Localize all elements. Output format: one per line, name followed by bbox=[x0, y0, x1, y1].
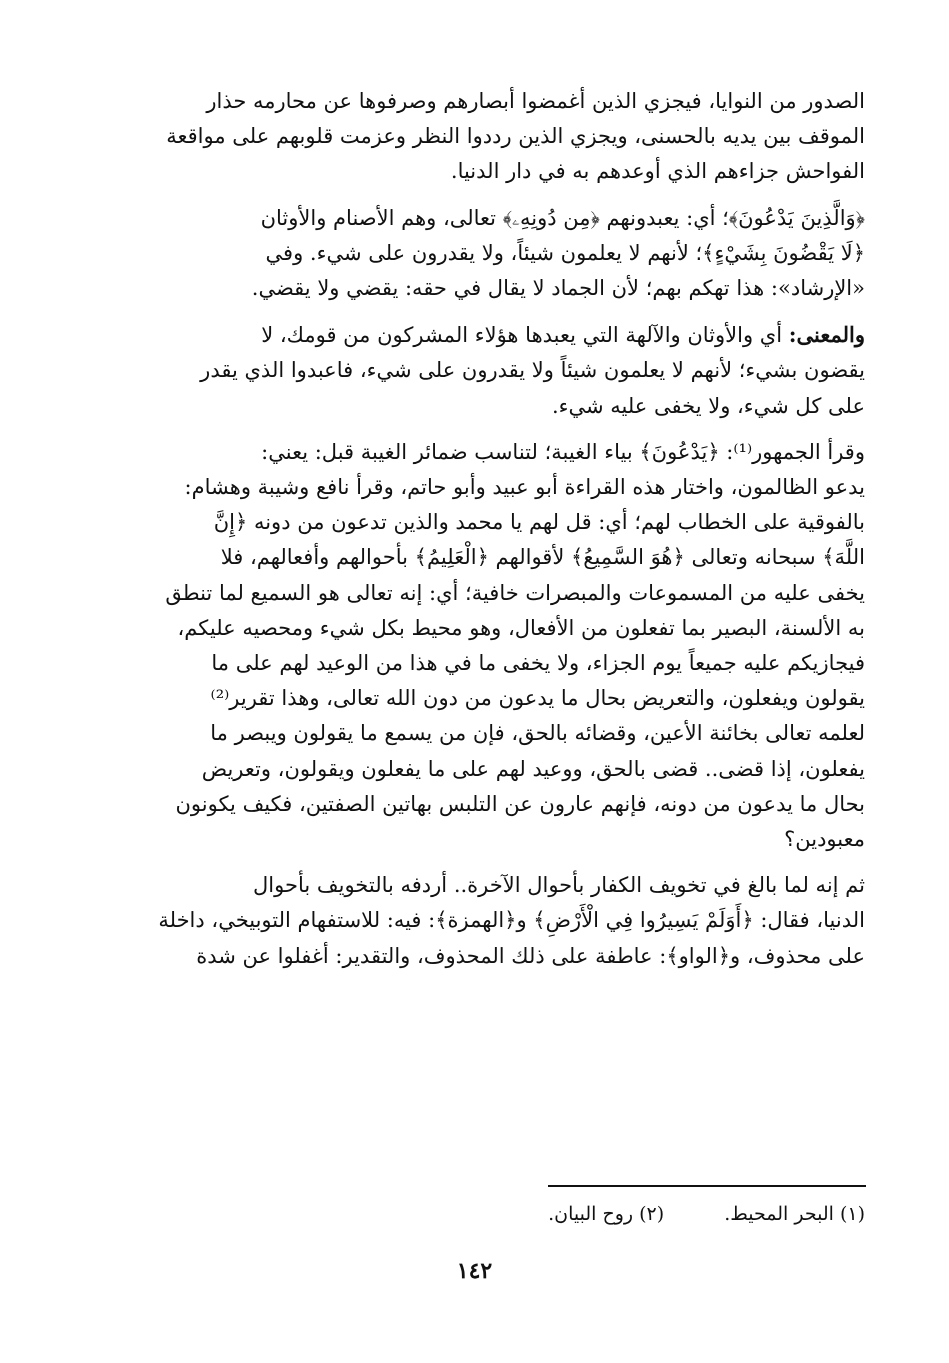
text-line: الصدور من النوايا، فيجزي الذين أغمضوا أبصارهم وصرفوها عن محارمه حذار bbox=[206, 89, 865, 113]
paragraph-2 bbox=[95, 201, 865, 307]
text-line: الدنيا، فقال: ﴿أَوَلَمْ يَسِيرُوا فِي الْأَرْضِ﴾ و﴿الهمزة﴾: فيه: للاستفهام التوبيخي، داخلة bbox=[158, 908, 865, 933]
footnote-2: (٢) روح البيان. bbox=[548, 1203, 665, 1225]
text-line: «الإرشاد»: هذا تهكم بهم؛ لأن الجماد لا يقال في حقه: يقضي ولا يقضي. bbox=[251, 276, 865, 301]
text-line: يقضون بشيء؛ لأنهم لا يعلمون شيئاً ولا يقدرون على شيء، فاعبدوا الذي يقدر bbox=[200, 358, 865, 383]
text-line: يقولون ويفعلون، والتعريض بحال ما يدعون من دون الله تعالى، وهذا تقرير⁽²⁾ bbox=[210, 686, 865, 711]
text-line: ثم إنه لما بالغ في تخويف الكفار بأحوال الآخرة.. أردفه بالتخويف بأحوال bbox=[253, 873, 865, 898]
footnotes bbox=[305, 1200, 865, 1228]
text-line: بالفوقية على الخطاب لهم؛ أي: قل لهم يا محمد والذين تدعون من دونه ﴿إِنَّ bbox=[213, 510, 865, 535]
text-line: وقرأ الجمهور⁽¹⁾: ﴿يَدْعُونَ﴾ بياء الغيبة؛ لتناسب ضمائر الغيبة قبل: يعني: bbox=[261, 439, 865, 464]
text-line: ﴿لَا يَقْضُونَ بِشَيْءٍ﴾؛ لأنهم لا يعلمون شيئاً، ولا يقدرون على شيء. وفي bbox=[265, 240, 865, 265]
footnote-divider bbox=[548, 1185, 866, 1187]
footnote-1: (١) البحر المحيط. bbox=[724, 1203, 865, 1225]
paragraph-3 bbox=[95, 317, 865, 424]
page-body bbox=[95, 84, 865, 974]
text-line: ﴿وَالَّذِينَ يَدْعُونَ﴾؛ أي: يعبدونهم ﴿مِن دُونِهِۦ﴾ تعالى، وهم الأصنام والأوثان bbox=[260, 205, 865, 230]
text-line bbox=[95, 317, 865, 353]
text-line-rest: أي والأوثان والآلهة التي يعبدها هؤلاء المشركون من قومك، لا bbox=[261, 323, 789, 348]
text-line: بحال ما يدعون من دونه، فإنهم عارون عن التلبس بهاتين الصفتين، فكيف يكونون bbox=[175, 791, 865, 816]
text-line: يخفى عليه من المسموعات والمبصرات خافية؛ أي: إنه تعالى هو السميع لما تنطق bbox=[165, 580, 865, 605]
text-line: فيجازيكم عليه جميعاً يوم الجزاء، ولا يخفى ما في هذا من الوعيد لهم على ما bbox=[211, 651, 865, 676]
paragraph-5 bbox=[95, 868, 865, 974]
paragraph-lead: والمعنى: bbox=[788, 322, 865, 348]
text-line: معبودين؟ bbox=[784, 827, 865, 852]
text-line: يدعو الظالمون، واختار هذه القراءة أبو عبيد وأبو حاتم، وقرأ نافع وشيبة وهشام: bbox=[184, 475, 865, 500]
text-line: اللَّهَ﴾ سبحانه وتعالى ﴿هُوَ السَّمِيعُ﴾ لأقوالهم ﴿الْعَلِيمُ﴾ بأحوالهم وأفعالهم، فلا bbox=[220, 545, 865, 570]
paragraph-4 bbox=[95, 435, 865, 857]
text-line: يفعلون، إذا قضى.. قضى بالحق، ووعيد لهم على ما يفعلون ويقولون، وتعريض bbox=[201, 756, 865, 781]
paragraph-1 bbox=[95, 84, 865, 190]
text-line: على كل شيء، ولا يخفى عليه شيء. bbox=[551, 393, 865, 418]
text-line: به الألسنة، البصير بما تفعلون من الأفعال، وهو محيط بكل شيء ومحصيه عليكم، bbox=[177, 615, 865, 640]
text-line: على محذوف، و﴿الواو﴾: عاطفة على ذلك المحذوف، والتقدير: أغفلوا عن شدة bbox=[196, 943, 865, 968]
page-number: ١٤٢ bbox=[456, 1258, 493, 1284]
text-line: الموقف بين يديه بالحسنى، ويجزي الذين رددوا النظر وعزمت قلوبهم على مواقعة bbox=[166, 124, 865, 149]
text-line: الفواحش جزاءهم الذي أوعدهم به في دار الدنيا. bbox=[450, 159, 865, 184]
text-line: لعلمه تعالى بخائنة الأعين، وقضائه بالحق، فإن من يسمع ما يقولون ويبصر ما bbox=[210, 721, 865, 746]
